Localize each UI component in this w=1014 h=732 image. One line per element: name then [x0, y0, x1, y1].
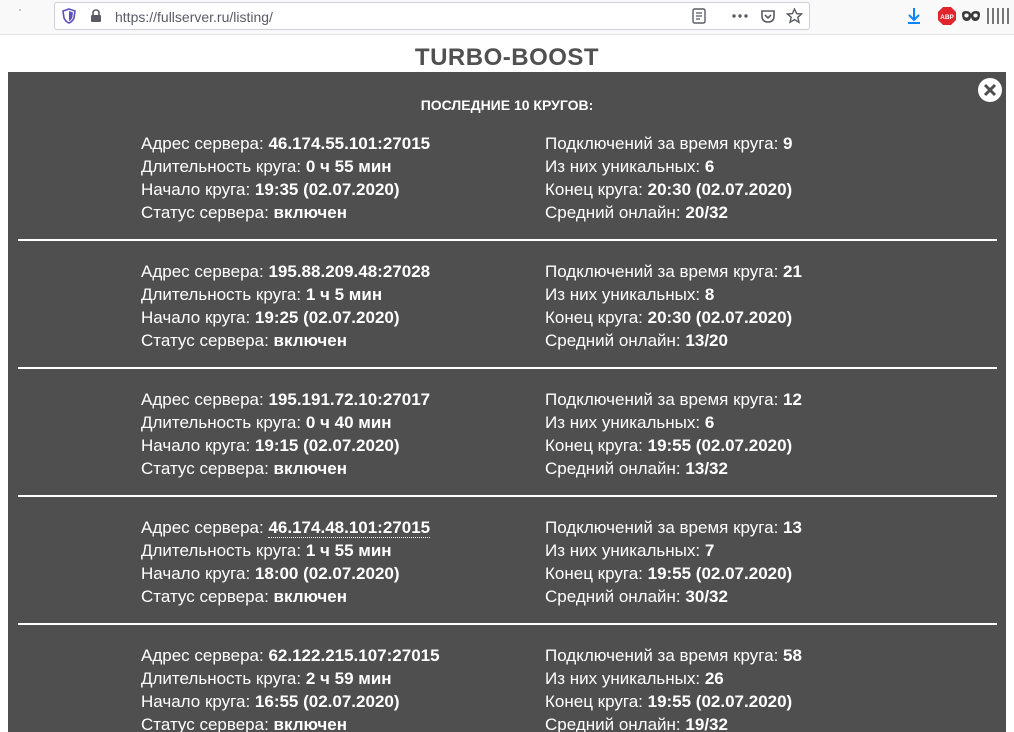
status-row — [141, 457, 430, 480]
server-address[interactable]: 195.88.209.48:27028 — [268, 262, 431, 281]
address-row — [141, 516, 430, 539]
avg-online-row — [545, 329, 802, 352]
end-row — [545, 306, 802, 329]
reader-view-icon[interactable] — [691, 8, 707, 24]
connections-label: Подключений за время круга: — [545, 518, 779, 537]
start-row — [141, 434, 430, 457]
divider — [18, 623, 997, 625]
duration-value: 1 ч 55 мин — [305, 541, 392, 560]
connections-value: 9 — [783, 134, 793, 153]
pocket-icon[interactable] — [759, 8, 777, 24]
end-label: Конец круга: — [545, 436, 643, 455]
connections-value: 12 — [783, 390, 802, 409]
unique-row — [545, 283, 802, 306]
connections-row — [545, 516, 802, 539]
status-label: Статус сервера: — [141, 715, 269, 732]
connections-row — [545, 132, 793, 155]
connections-row — [545, 260, 802, 283]
bookmark-star-icon[interactable] — [785, 7, 803, 25]
unique-label: Из них уникальных: — [545, 669, 701, 688]
unique-value: 8 — [704, 285, 715, 304]
status-value: включен — [273, 587, 347, 606]
page-actions-icon[interactable] — [731, 8, 749, 24]
unique-label: Из них уникальных: — [545, 541, 701, 560]
duration-row — [141, 155, 430, 178]
start-value: 18:00 (02.07.2020) — [254, 564, 400, 583]
address-label: Адрес сервера: — [141, 518, 264, 537]
adblock-plus-icon[interactable] — [936, 5, 958, 27]
status-value: включен — [273, 715, 347, 732]
duration-value: 2 ч 59 мин — [305, 669, 392, 688]
avg-online-value: 13/20 — [685, 331, 728, 350]
server-address[interactable]: 46.174.48.101:27015 — [268, 518, 431, 537]
end-label: Конец круга: — [545, 180, 643, 199]
start-label: Начало круга: — [141, 180, 251, 199]
avg-online-row — [545, 585, 802, 608]
status-label: Статус сервера: — [141, 459, 269, 478]
status-value: включен — [273, 331, 347, 350]
avg-online-label: Средний онлайн: — [545, 331, 681, 350]
address-row — [141, 132, 430, 155]
status-row — [141, 329, 430, 352]
mask-extension-icon[interactable] — [960, 7, 982, 25]
connections-label: Подключений за время круга: — [545, 134, 779, 153]
round-left-column — [141, 260, 430, 352]
duration-value: 0 ч 40 мин — [305, 413, 392, 432]
start-value: 19:25 (02.07.2020) — [254, 308, 400, 327]
round-left-column — [141, 388, 430, 480]
end-value: 19:55 (02.07.2020) — [647, 692, 793, 711]
address-row — [141, 260, 430, 283]
server-address[interactable]: 62.122.215.107:27015 — [268, 646, 440, 665]
overflow-icon — [18, 8, 34, 24]
duration-label: Длительность круга: — [141, 157, 302, 176]
round-right-column — [545, 388, 802, 480]
round-right-column — [545, 644, 802, 732]
unique-row — [545, 155, 793, 178]
duration-row — [141, 667, 440, 690]
status-label: Статус сервера: — [141, 203, 269, 222]
unique-label: Из них уникальных: — [545, 413, 701, 432]
round-left-column — [141, 644, 440, 732]
unique-value: 6 — [704, 157, 715, 176]
modal-heading: ПОСЛЕДНИЕ 10 КРУГОВ: — [420, 97, 594, 113]
unique-value: 6 — [704, 413, 715, 432]
avg-online-label: Средний онлайн: — [545, 459, 681, 478]
round-item — [8, 644, 1006, 732]
start-value: 19:15 (02.07.2020) — [254, 436, 400, 455]
end-row — [545, 562, 802, 585]
download-icon[interactable] — [904, 6, 924, 26]
duration-label: Длительность круга: — [141, 285, 302, 304]
duration-row — [141, 539, 430, 562]
connections-value: 13 — [783, 518, 802, 537]
duration-row — [141, 411, 430, 434]
unique-row — [545, 411, 802, 434]
duration-value: 0 ч 55 мин — [305, 157, 392, 176]
start-value: 19:35 (02.07.2020) — [254, 180, 400, 199]
unique-row — [545, 667, 802, 690]
end-value: 19:55 (02.07.2020) — [647, 436, 793, 455]
unique-row — [545, 539, 802, 562]
url-text[interactable]: https://fullserver.ru/listing/ — [115, 9, 273, 25]
round-right-column — [545, 516, 802, 608]
status-row — [141, 585, 430, 608]
avg-online-label: Средний онлайн: — [545, 203, 681, 222]
divider — [18, 495, 997, 497]
start-label: Начало круга: — [141, 564, 251, 583]
divider — [18, 367, 997, 369]
start-value: 16:55 (02.07.2020) — [254, 692, 400, 711]
avg-online-value: 20/32 — [685, 203, 728, 222]
round-left-column — [141, 132, 430, 224]
status-label: Статус сервера: — [141, 587, 269, 606]
connections-value: 58 — [783, 646, 802, 665]
start-row — [141, 690, 440, 713]
server-address[interactable]: 46.174.55.101:27015 — [268, 134, 431, 153]
avg-online-value: 13/32 — [685, 459, 728, 478]
duration-label: Длительность круга: — [141, 669, 302, 688]
end-label: Конец круга: — [545, 692, 643, 711]
end-value: 19:55 (02.07.2020) — [647, 564, 793, 583]
tracking-shield-icon[interactable] — [61, 8, 77, 24]
duration-row — [141, 283, 430, 306]
address-label: Адрес сервера: — [141, 390, 264, 409]
unique-label: Из них уникальных: — [545, 157, 701, 176]
avg-online-row — [545, 713, 802, 732]
address-label: Адрес сервера: — [141, 134, 264, 153]
round-left-column — [141, 516, 430, 608]
status-value: включен — [273, 203, 347, 222]
status-row — [141, 713, 440, 732]
end-value: 20:30 (02.07.2020) — [647, 308, 793, 327]
end-label: Конец круга: — [545, 564, 643, 583]
library-icon[interactable] — [987, 8, 1009, 24]
address-row — [141, 388, 430, 411]
end-row — [545, 434, 802, 457]
unique-value: 7 — [704, 541, 715, 560]
page-title: TURBO-BOOST — [414, 44, 600, 71]
round-right-column — [545, 132, 793, 224]
end-row — [545, 178, 793, 201]
avg-online-row — [545, 201, 793, 224]
svg-text:ABP: ABP — [940, 14, 954, 21]
start-row — [141, 562, 430, 585]
divider — [18, 239, 997, 241]
duration-label: Длительность круга: — [141, 541, 302, 560]
connections-label: Подключений за время круга: — [545, 646, 779, 665]
connections-row — [545, 644, 802, 667]
end-label: Конец круга: — [545, 308, 643, 327]
browser-toolbar — [0, 0, 1014, 35]
address-label: Адрес сервера: — [141, 646, 264, 665]
address-row — [141, 644, 440, 667]
status-row — [141, 201, 430, 224]
avg-online-value: 19/32 — [685, 715, 728, 732]
start-row — [141, 178, 430, 201]
server-address[interactable]: 195.191.72.10:27017 — [268, 390, 431, 409]
start-label: Начало круга: — [141, 308, 251, 327]
status-value: включен — [273, 459, 347, 478]
unique-value: 26 — [704, 669, 724, 688]
avg-online-label: Средний онлайн: — [545, 587, 681, 606]
avg-online-row — [545, 457, 802, 480]
address-label: Адрес сервера: — [141, 262, 264, 281]
end-value: 20:30 (02.07.2020) — [647, 180, 793, 199]
duration-label: Длительность круга: — [141, 413, 302, 432]
connections-value: 21 — [783, 262, 802, 281]
connections-label: Подключений за время круга: — [545, 390, 779, 409]
start-label: Начало круга: — [141, 436, 251, 455]
duration-value: 1 ч 5 мин — [305, 285, 383, 304]
connections-label: Подключений за время круга: — [545, 262, 779, 281]
start-label: Начало круга: — [141, 692, 251, 711]
connections-row — [545, 388, 802, 411]
url-bar[interactable] — [54, 2, 810, 30]
lock-icon[interactable] — [89, 8, 103, 24]
avg-online-label: Средний онлайн: — [545, 715, 681, 732]
end-row — [545, 690, 802, 713]
status-label: Статус сервера: — [141, 331, 269, 350]
round-right-column — [545, 260, 802, 352]
rounds-modal — [8, 72, 1006, 732]
avg-online-value: 30/32 — [685, 587, 728, 606]
start-row — [141, 306, 430, 329]
unique-label: Из них уникальных: — [545, 285, 701, 304]
